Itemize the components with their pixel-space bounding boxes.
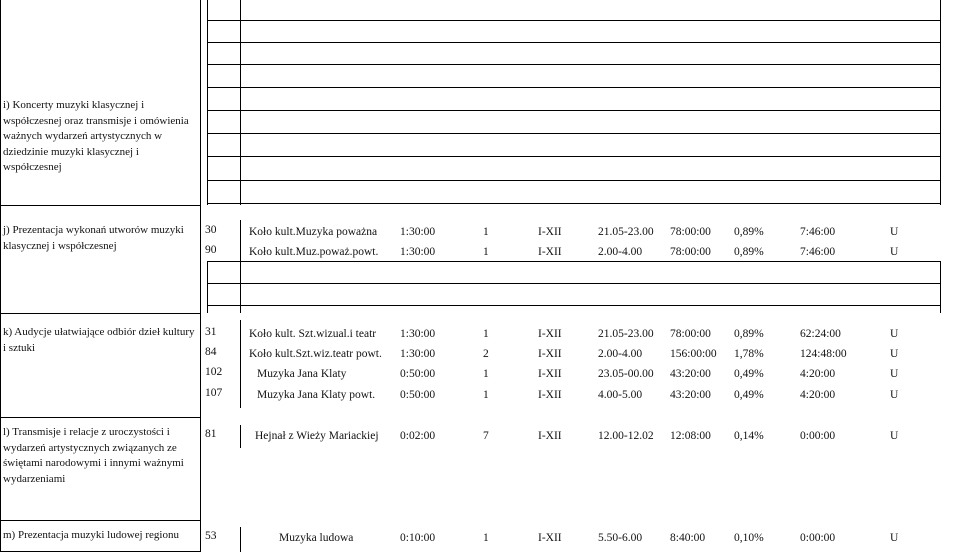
program-cumulative: 0:00:00: [800, 532, 836, 544]
program-flag: U: [890, 368, 899, 380]
program-count: 1: [483, 246, 489, 258]
program-number: 84: [205, 346, 217, 358]
program-months: I-XII: [538, 246, 562, 258]
program-count: 1: [483, 532, 489, 544]
program-time-slot: 21.05-23.00: [598, 226, 654, 238]
program-duration: 1:30:00: [400, 328, 436, 340]
program-time-slot: 5.50-6.00: [598, 532, 643, 544]
program-duration: 1:30:00: [400, 348, 436, 360]
program-title: Koło kult.Muzyka poważna: [249, 226, 378, 238]
program-number: 31: [205, 326, 217, 338]
program-cumulative: 4:20:00: [800, 389, 836, 401]
program-flag: U: [890, 328, 899, 340]
program-duration: 1:30:00: [400, 226, 436, 238]
program-duration: 0:10:00: [400, 532, 436, 544]
program-percent: 0,89%: [734, 226, 764, 238]
program-title: Muzyka ludowa: [279, 532, 354, 544]
program-months: I-XII: [538, 389, 562, 401]
program-flag: U: [890, 532, 899, 544]
program-cumulative: 7:46:00: [800, 246, 836, 258]
program-count: 1: [483, 368, 489, 380]
program-cumulative: 4:20:00: [800, 368, 836, 380]
program-months: I-XII: [538, 226, 562, 238]
program-count: 2: [483, 348, 489, 360]
program-number: 30: [205, 224, 217, 236]
program-duration: 0:02:00: [400, 430, 436, 442]
program-title: Hejnał z Wieży Mariackiej: [255, 430, 379, 442]
program-flag: U: [890, 226, 899, 238]
program-total-time: 8:40:00: [670, 532, 706, 544]
section-label-l: l) Transmisje i relacje z uroczystości i wydarzeń artystycznych związanych ze świętami narodowymi i innymi ważnymi wydarzeniami: [3, 426, 184, 485]
program-time-slot: 2.00-4.00: [598, 348, 643, 360]
program-number: 107: [205, 387, 223, 399]
section-label-m: m) Prezentacja muzyki ludowej regionu: [3, 529, 179, 541]
program-count: 1: [483, 328, 489, 340]
program-count: 1: [483, 226, 489, 238]
program-duration: 0:50:00: [400, 389, 436, 401]
program-cumulative: 7:46:00: [800, 226, 836, 238]
program-flag: U: [890, 389, 899, 401]
program-time-slot: 21.05-23.00: [598, 328, 654, 340]
program-total-time: 12:08:00: [670, 430, 711, 442]
program-percent: 0,49%: [734, 389, 764, 401]
program-percent: 0,10%: [734, 532, 764, 544]
program-count: 7: [483, 430, 489, 442]
program-number: 81: [205, 428, 217, 440]
program-total-time: 78:00:00: [670, 328, 711, 340]
program-cumulative: 0:00:00: [800, 430, 836, 442]
program-time-slot: 4.00-5.00: [598, 389, 643, 401]
program-title: Muzyka Jana Klaty powt.: [257, 389, 376, 401]
program-months: I-XII: [538, 328, 562, 340]
program-title: Koło kult.Muz.poważ.powt.: [249, 246, 379, 258]
program-time-slot: 23.05-00.00: [598, 368, 654, 380]
program-percent: 0,49%: [734, 368, 764, 380]
program-flag: U: [890, 430, 899, 442]
program-total-time: 156:00:00: [670, 348, 717, 360]
program-months: I-XII: [538, 348, 562, 360]
program-count: 1: [483, 389, 489, 401]
program-percent: 0,14%: [734, 430, 764, 442]
section-label-j: j) Prezentacja wykonań utworów muzyki klasycznej i współczesnej: [3, 224, 184, 252]
program-duration: 1:30:00: [400, 246, 436, 258]
program-cumulative: 62:24:00: [800, 328, 841, 340]
program-months: I-XII: [538, 430, 562, 442]
program-title: Muzyka Jana Klaty: [257, 368, 347, 380]
program-time-slot: 2.00-4.00: [598, 246, 643, 258]
program-months: I-XII: [538, 368, 562, 380]
program-months: I-XII: [538, 532, 562, 544]
program-number: 90: [205, 244, 217, 256]
section-label-i: i) Koncerty muzyki klasycznej i współczesnej oraz transmisje i omówienia ważnych wydarzeń artystycznych w dziedzinie muzyki klasycznej i współczesnej: [3, 99, 189, 173]
program-percent: 0,89%: [734, 246, 764, 258]
program-total-time: 78:00:00: [670, 246, 711, 258]
program-total-time: 78:00:00: [670, 226, 711, 238]
program-percent: 0,89%: [734, 328, 764, 340]
program-percent: 1,78%: [734, 348, 764, 360]
program-duration: 0:50:00: [400, 368, 436, 380]
section-label-k: k) Audycje ułatwiające odbiór dzieł kultury i sztuki: [3, 326, 195, 354]
program-total-time: 43:20:00: [670, 389, 711, 401]
program-title: Koło kult.Szt.wiz.teatr powt.: [249, 348, 382, 360]
program-number: 53: [205, 530, 217, 542]
program-total-time: 43:20:00: [670, 368, 711, 380]
program-flag: U: [890, 246, 899, 258]
program-number: 102: [205, 366, 223, 378]
program-flag: U: [890, 348, 899, 360]
program-cumulative: 124:48:00: [800, 348, 847, 360]
program-time-slot: 12.00-12.02: [598, 430, 654, 442]
program-title: Koło kult. Szt.wizual.i teatr: [249, 328, 377, 340]
